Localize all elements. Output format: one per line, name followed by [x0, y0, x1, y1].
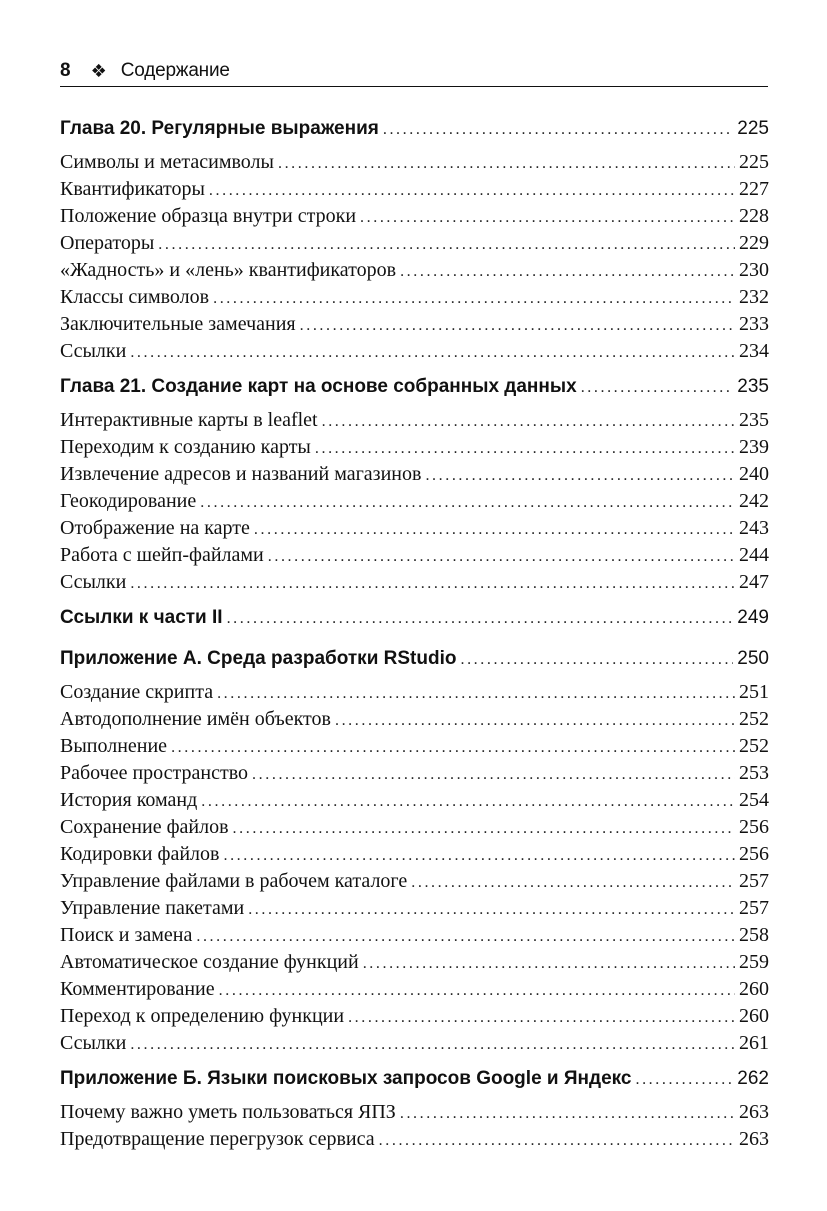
entry-title: Работа с шейп-файлами — [60, 544, 264, 566]
entry-title: Автодополнение имён объектов — [60, 708, 331, 730]
toc-section-entry[interactable] — [60, 178, 769, 205]
toc-section-entry[interactable] — [60, 571, 769, 598]
entry-title: Переходим к созданию карты — [60, 436, 311, 458]
toc-section-entry[interactable] — [60, 1128, 769, 1155]
dot-leader — [233, 820, 735, 838]
entry-title: Управление файлами в рабочем каталоге — [60, 870, 408, 892]
entry-page-number: 234 — [739, 340, 769, 362]
entry-page-number: 256 — [739, 816, 769, 838]
entry-title: Ссылки — [60, 571, 127, 593]
entry-page-number: 227 — [739, 178, 769, 200]
entry-title: Поиск и замена — [60, 924, 193, 946]
toc-chapter-entry[interactable] — [60, 648, 769, 675]
toc-section-entry[interactable] — [60, 870, 769, 897]
entry-page-number: 252 — [739, 735, 769, 757]
dot-leader — [209, 182, 735, 200]
entry-title: Классы символов — [60, 286, 210, 308]
entry-page-number: 253 — [739, 762, 769, 784]
entry-title: «Жадность» и «лень» квантификаторов — [60, 259, 397, 281]
dot-leader — [227, 610, 734, 628]
dot-leader — [278, 155, 735, 173]
dot-leader — [400, 263, 735, 281]
entry-page-number: 256 — [739, 843, 769, 865]
dot-leader — [635, 1071, 733, 1089]
toc-section-entry[interactable] — [60, 205, 769, 232]
dot-leader — [223, 847, 735, 865]
dot-leader — [360, 209, 735, 227]
entry-title: Заключительные замечания — [60, 313, 296, 335]
entry-page-number: 235 — [739, 409, 769, 431]
entry-page-number: 261 — [739, 1032, 769, 1054]
toc-chapter-entry[interactable] — [60, 118, 769, 145]
entry-page-number: 229 — [739, 232, 769, 254]
toc-section-entry[interactable] — [60, 463, 769, 490]
entry-title: Сохранение файлов — [60, 816, 229, 838]
toc-section-entry[interactable] — [60, 232, 769, 259]
toc-section-entry[interactable] — [60, 924, 769, 951]
entry-page-number: 254 — [739, 789, 769, 811]
entry-page-number: 233 — [739, 313, 769, 335]
ornament-icon: ❖ — [90, 60, 107, 82]
entry-page-number: 252 — [739, 708, 769, 730]
toc-section-entry[interactable] — [60, 897, 769, 924]
toc-section-entry[interactable] — [60, 259, 769, 286]
dot-leader — [411, 874, 735, 892]
entry-page-number: 225 — [737, 118, 769, 139]
dot-leader — [130, 1036, 735, 1054]
entry-page-number: 230 — [739, 259, 769, 281]
toc-section-entry[interactable] — [60, 1032, 769, 1059]
dot-leader — [130, 344, 735, 362]
entry-title: Отображение на карте — [60, 517, 250, 539]
dot-leader — [252, 766, 735, 784]
toc-section-entry[interactable] — [60, 843, 769, 870]
entry-title: Геокодирование — [60, 490, 197, 512]
toc-chapter-entry[interactable] — [60, 376, 769, 403]
dot-leader — [130, 575, 735, 593]
dot-leader — [425, 467, 735, 485]
dot-leader — [158, 236, 735, 254]
entry-page-number: 260 — [739, 1005, 769, 1027]
toc-chapter-entry[interactable] — [60, 1068, 769, 1095]
toc-section-entry[interactable] — [60, 313, 769, 340]
entry-page-number: 250 — [737, 648, 769, 669]
toc-section-entry[interactable] — [60, 1005, 769, 1032]
entry-title: Извлечение адресов и названий магазинов — [60, 463, 422, 485]
dot-leader — [268, 548, 735, 566]
entry-title: Ссылки к части II — [60, 607, 223, 628]
dot-leader — [400, 1105, 735, 1123]
entry-title: Ссылки — [60, 340, 127, 362]
table-of-contents — [60, 118, 769, 1155]
toc-section-entry[interactable] — [60, 708, 769, 735]
toc-chapter-entry[interactable] — [60, 607, 769, 634]
entry-title: Глава 20. Регулярные выражения — [60, 118, 379, 139]
entry-title: Ссылки — [60, 1032, 127, 1054]
entry-title: Кодировки файлов — [60, 843, 220, 865]
toc-section-entry[interactable] — [60, 951, 769, 978]
dot-leader — [200, 494, 735, 512]
entry-title: Комментирование — [60, 978, 215, 1000]
toc-section-entry[interactable] — [60, 1101, 769, 1128]
entry-title: История команд — [60, 789, 198, 811]
dot-leader — [348, 1009, 735, 1027]
toc-section-entry[interactable] — [60, 340, 769, 367]
entry-title: Приложение Б. Языки поисковых запросов Google и Яндекс — [60, 1068, 632, 1089]
entry-title: Почему важно уметь пользоваться ЯПЗ — [60, 1101, 396, 1123]
entry-title: Интерактивные карты в leaflet — [60, 409, 318, 431]
entry-title: Переход к определению функции — [60, 1005, 345, 1027]
entry-page-number: 249 — [737, 607, 769, 628]
entry-title: Символы и метасимволы — [60, 151, 274, 173]
toc-section-entry[interactable] — [60, 151, 769, 178]
toc-section-entry[interactable] — [60, 517, 769, 544]
entry-page-number: 239 — [739, 436, 769, 458]
entry-page-number: 244 — [739, 544, 769, 566]
entry-page-number: 225 — [739, 151, 769, 173]
dot-leader — [379, 1132, 735, 1150]
entry-page-number: 247 — [739, 571, 769, 593]
toc-section-entry[interactable] — [60, 978, 769, 1005]
entry-page-number: 257 — [739, 897, 769, 919]
dot-leader — [248, 901, 735, 919]
entry-page-number: 263 — [739, 1128, 769, 1150]
running-title: Содержание — [120, 60, 230, 81]
toc-section-entry[interactable] — [60, 409, 769, 436]
dot-leader — [213, 290, 735, 308]
entry-page-number: 232 — [739, 286, 769, 308]
dot-leader — [335, 712, 735, 730]
page-number: 8 — [60, 60, 71, 81]
toc-section-entry[interactable] — [60, 490, 769, 517]
entry-page-number: 262 — [737, 1068, 769, 1089]
entry-title: Выполнение — [60, 735, 168, 757]
entry-title: Операторы — [60, 232, 155, 254]
entry-title: Квантификаторы — [60, 178, 205, 200]
entry-title: Управление пакетами — [60, 897, 245, 919]
dot-leader — [171, 739, 735, 757]
toc-section-entry[interactable] — [60, 762, 769, 789]
toc-section-entry[interactable] — [60, 544, 769, 571]
entry-page-number: 235 — [737, 376, 769, 397]
entry-page-number: 251 — [739, 681, 769, 703]
dot-leader — [315, 440, 735, 458]
entry-page-number: 228 — [739, 205, 769, 227]
dot-leader — [300, 317, 735, 335]
dot-leader — [460, 651, 733, 669]
entry-page-number: 258 — [739, 924, 769, 946]
dot-leader — [201, 793, 735, 811]
toc-section-entry[interactable] — [60, 816, 769, 843]
dot-leader — [383, 121, 733, 139]
entry-page-number: 243 — [739, 517, 769, 539]
dot-leader — [363, 955, 735, 973]
entry-title: Создание скрипта — [60, 681, 214, 703]
toc-section-entry[interactable] — [60, 735, 769, 762]
toc-section-entry[interactable] — [60, 436, 769, 463]
toc-section-entry[interactable] — [60, 789, 769, 816]
dot-leader — [254, 521, 735, 539]
entry-page-number: 257 — [739, 870, 769, 892]
toc-section-entry[interactable] — [60, 286, 769, 313]
dot-leader — [219, 982, 735, 1000]
entry-title: Приложение А. Среда разработки RStudio — [60, 648, 457, 669]
entry-page-number: 242 — [739, 490, 769, 512]
entry-title: Глава 21. Создание карт на основе собранных данных — [60, 376, 577, 397]
dot-leader — [581, 379, 734, 397]
entry-page-number: 240 — [739, 463, 769, 485]
dot-leader — [322, 413, 735, 431]
entry-page-number: 259 — [739, 951, 769, 973]
toc-section-entry[interactable] — [60, 681, 769, 708]
running-header — [60, 56, 768, 87]
entry-title: Автоматическое создание функций — [60, 951, 359, 973]
dot-leader — [196, 928, 735, 946]
dot-leader — [217, 685, 735, 703]
entry-page-number: 263 — [739, 1101, 769, 1123]
entry-title: Положение образца внутри строки — [60, 205, 357, 227]
entry-title: Предотвращение перегрузок сервиса — [60, 1128, 375, 1150]
entry-page-number: 260 — [739, 978, 769, 1000]
entry-title: Рабочее пространство — [60, 762, 249, 784]
